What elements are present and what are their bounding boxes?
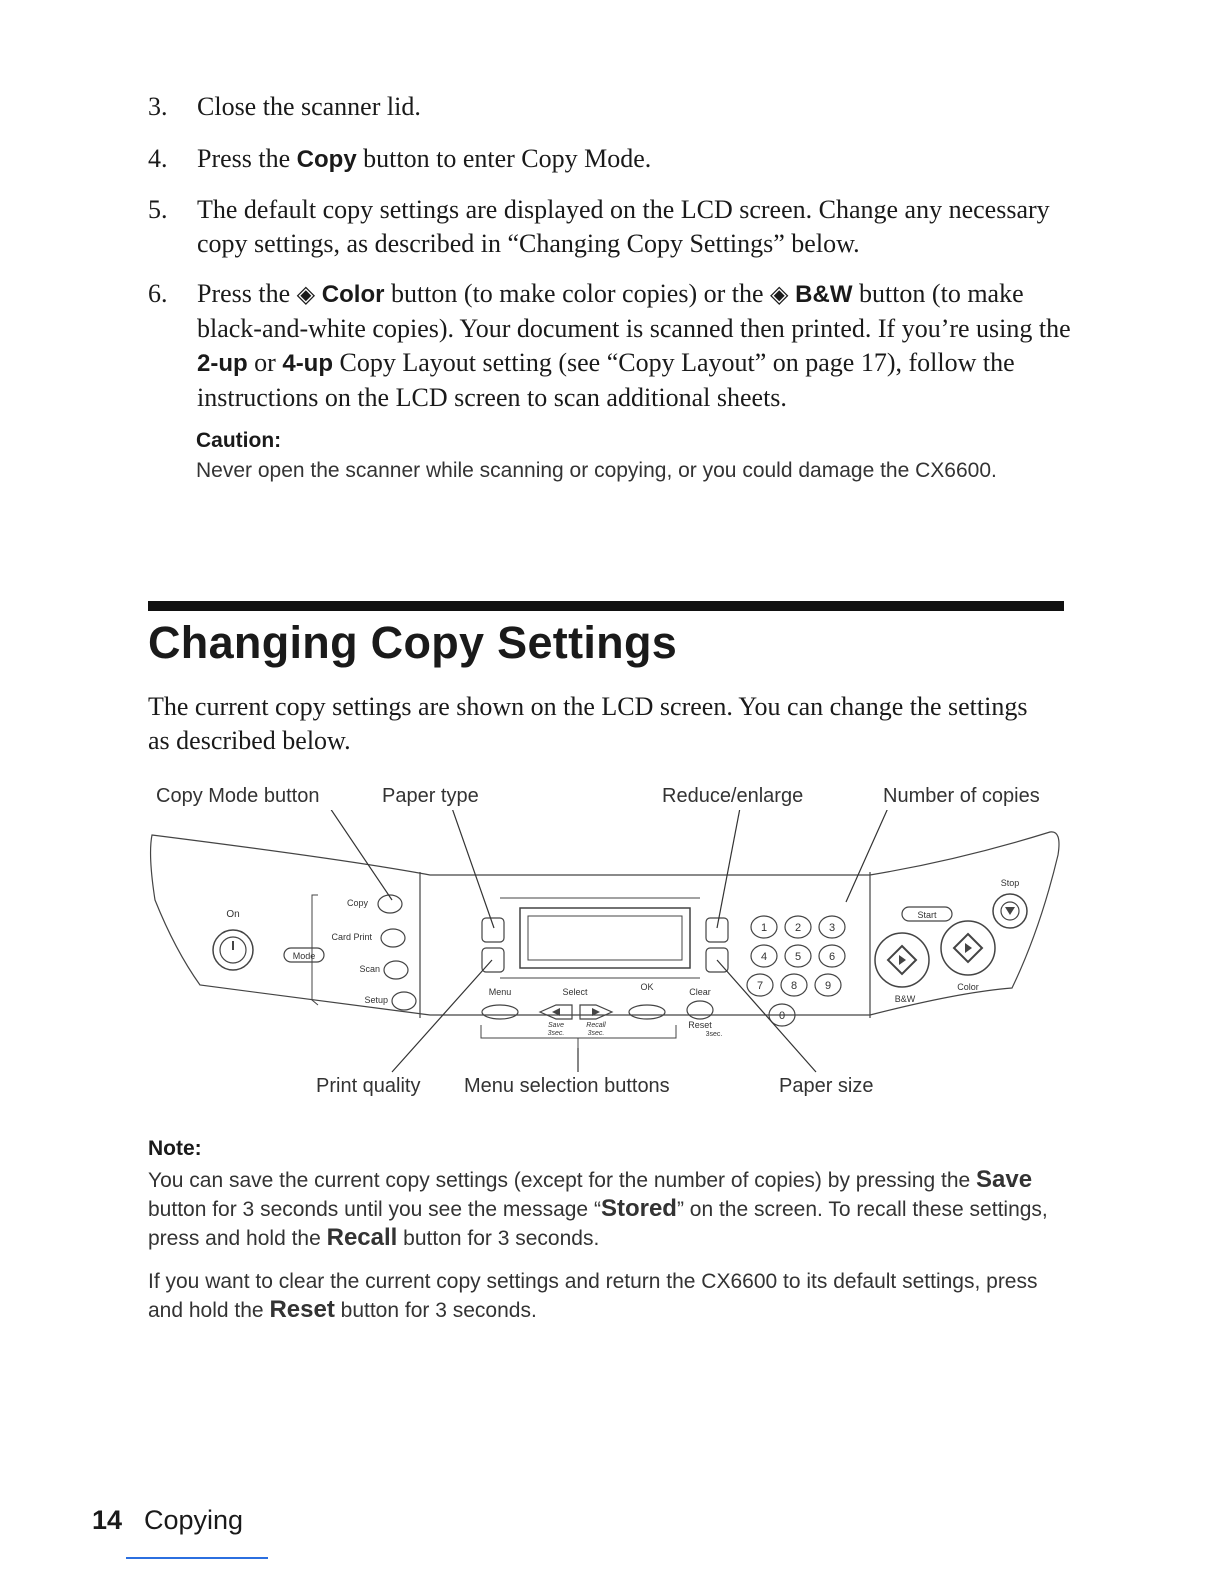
svg-text:8: 8	[790, 980, 798, 992]
bold-term: 2-up	[197, 350, 248, 377]
keypad-key-7[interactable]	[747, 974, 773, 996]
note-heading: Note:	[148, 1137, 202, 1160]
bold-term: Stored	[600, 1195, 677, 1222]
control-panel-diagram	[0, 810, 1224, 1110]
text-run: Close the scanner lid.	[197, 92, 421, 121]
section-rule	[148, 601, 1064, 611]
keypad-key-9[interactable]	[815, 974, 841, 996]
keypad-key-2[interactable]	[785, 916, 811, 938]
stop-button[interactable]	[993, 894, 1027, 928]
text-run: button to enter Copy Mode.	[356, 144, 652, 173]
bw-start-button[interactable]	[875, 933, 929, 987]
svg-text:7: 7	[756, 980, 764, 992]
text-run: button (to make color copies) or the	[384, 279, 771, 308]
reset-time-label: 3sec.	[705, 1031, 723, 1038]
reset-label: Reset	[688, 1020, 712, 1030]
section-title: Changing Copy Settings	[148, 617, 678, 668]
power-button[interactable]	[213, 930, 253, 970]
menu-label: Menu	[488, 987, 512, 997]
keypad-key-4[interactable]	[751, 945, 777, 967]
bold-term: ◈ B&W	[770, 281, 853, 308]
page-number: 14	[92, 1505, 123, 1535]
reduce-enlarge-button[interactable]	[706, 918, 728, 942]
caution-text: Never open the scanner while scanning or copying, or you could damage the CX6600.	[196, 459, 997, 482]
label-paper-type: Paper type	[382, 785, 479, 807]
start-indicator	[902, 907, 952, 921]
step-number: 6.	[148, 279, 168, 308]
label-reduce-enlarge: Reduce/enlarge	[662, 785, 804, 807]
copy-label: Copy	[346, 898, 368, 908]
caution-heading: Caution:	[196, 429, 282, 452]
text-run: button for 3 seconds.	[334, 1299, 537, 1322]
svg-text:2: 2	[794, 922, 802, 934]
keypad-key-8[interactable]	[781, 974, 807, 996]
menu-button[interactable]	[482, 1005, 518, 1019]
text-run: button for 3 seconds until you see the message “	[148, 1198, 601, 1221]
svg-text:4: 4	[760, 951, 768, 963]
text-run: Press the	[197, 279, 297, 308]
scan-mode-button[interactable]	[384, 961, 408, 979]
bold-term: ◈ Color	[296, 281, 385, 308]
bold-term: Save	[976, 1166, 1033, 1193]
svg-text:Start: Start	[917, 910, 937, 920]
card-print-label: Card Print	[331, 932, 372, 942]
step-number: 5.	[148, 195, 168, 224]
text-run: button for 3 seconds.	[397, 1227, 600, 1250]
step-number: 4.	[148, 144, 168, 173]
label-print-quality: Print quality	[316, 1075, 421, 1097]
svg-text:9: 9	[824, 980, 832, 992]
on-label: On	[226, 909, 240, 920]
bold-term: Reset	[269, 1296, 335, 1323]
save-time-label: 3sec.	[547, 1030, 565, 1037]
text-run: If you want to clear the current copy settings and return the CX6600 to its default settings, press and hold the	[148, 1270, 1038, 1322]
select-label: Select	[562, 987, 588, 997]
svg-text:5: 5	[794, 951, 802, 963]
step-text	[197, 277, 1077, 415]
recall-time-label: 3sec.	[587, 1030, 605, 1037]
label-menu-selection-buttons: Menu selection buttons	[464, 1075, 670, 1097]
text-run: You can save the current copy settings (except for the number of copies) by pressing the	[148, 1169, 977, 1192]
ok-button[interactable]	[629, 1005, 665, 1019]
color-start-button[interactable]	[941, 921, 995, 975]
scan-label: Scan	[359, 964, 380, 974]
svg-text:0: 0	[778, 1010, 786, 1022]
step-number: 3.	[148, 92, 168, 121]
recall-label: Recall	[586, 1022, 606, 1029]
ok-label: OK	[640, 982, 654, 992]
color-label: Color	[957, 982, 979, 992]
svg-text:6: 6	[828, 951, 836, 963]
keypad-key-3[interactable]	[819, 916, 845, 938]
text-run: The default copy settings are displayed on the LCD screen. Change any necessary copy settings, as described in “Changing Copy Settings” below.	[197, 195, 1050, 258]
keypad-key-6[interactable]	[819, 945, 845, 967]
text-run: Press the	[197, 144, 297, 173]
label-number-of-copies: Number of copies	[883, 785, 1040, 807]
step-text	[197, 90, 1077, 124]
footer-rule	[126, 1557, 268, 1559]
clear-button[interactable]	[687, 1001, 713, 1019]
text-run: Copy Layout setting (see “Copy Layout” on page 17), follow the instructions on the LCD screen to scan additional sheets.	[197, 348, 1015, 412]
stop-label: Stop	[1000, 878, 1020, 888]
mode-label: Mode	[292, 951, 316, 961]
svg-text:1: 1	[760, 922, 768, 934]
note-paragraph-1	[148, 1166, 1058, 1253]
setup-label: Setup	[364, 995, 388, 1005]
bold-term: Copy	[296, 146, 357, 173]
label-copy-mode-button: Copy Mode button	[156, 785, 320, 807]
step-text	[197, 193, 1077, 261]
text-run: or	[247, 348, 283, 377]
chapter-name: Copying	[144, 1505, 244, 1535]
section-intro: The current copy settings are shown on the LCD screen. You can change the settings as described below.	[148, 692, 1028, 755]
step-text	[197, 142, 1077, 177]
note-paragraph-2	[148, 1268, 1058, 1325]
card-print-mode-button[interactable]	[381, 929, 405, 947]
lcd-screen	[520, 908, 690, 968]
clear-label: Clear	[689, 987, 711, 997]
keypad-key-1[interactable]	[751, 916, 777, 938]
keypad-key-5[interactable]	[785, 945, 811, 967]
paper-type-button[interactable]	[482, 918, 504, 942]
bw-label: B&W	[894, 994, 916, 1004]
label-paper-size: Paper size	[779, 1075, 874, 1097]
text-run: ” on the screen. To recall these settings, press and hold the	[148, 1198, 1048, 1250]
bold-term: Recall	[326, 1224, 398, 1251]
text-run: button (to make black-and-white copies). Your document is scanned then printed. If you’re using the	[197, 279, 1071, 343]
svg-text:3: 3	[828, 922, 836, 934]
bold-term: 4-up	[282, 350, 334, 377]
save-label: Save	[548, 1022, 564, 1029]
setup-mode-button[interactable]	[392, 992, 416, 1010]
